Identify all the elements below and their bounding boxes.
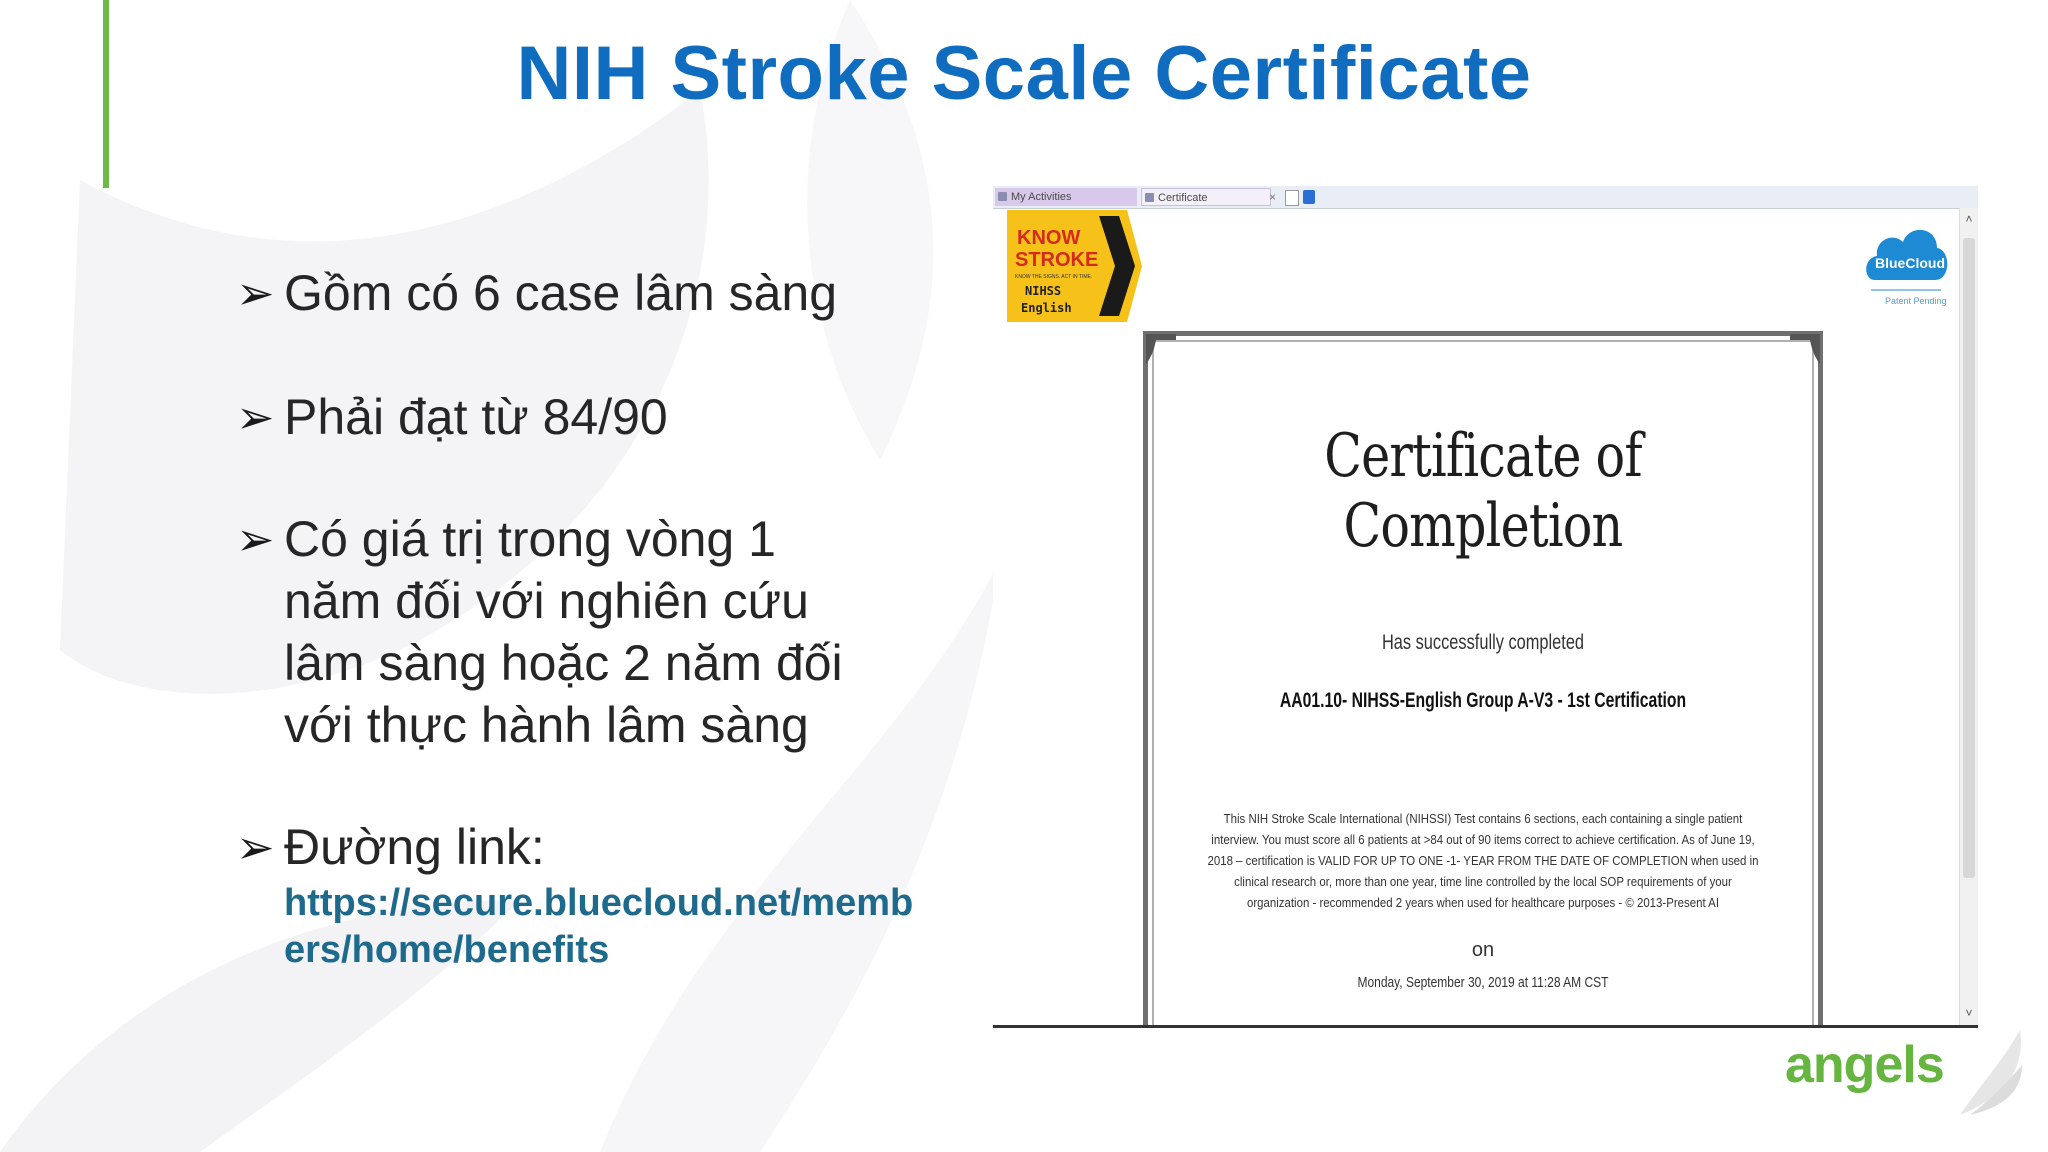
corner-ornament-icon: [1790, 334, 1820, 364]
page-icon: [1145, 193, 1154, 202]
arrow-bullet-icon: ➢: [236, 513, 275, 565]
arrow-bullet-icon: ➢: [236, 267, 275, 319]
angels-logo: [1780, 1025, 2030, 1125]
corner-ornament-icon: [1146, 334, 1176, 364]
logo-stroke: STROKE: [1015, 249, 1099, 271]
know-stroke-logo: [1007, 210, 1142, 322]
bluecloud-link[interactable]: https://secure.bluecloud.net/members/home/benefits: [284, 882, 914, 971]
browser-icon: [1303, 190, 1315, 204]
tab-certificate[interactable]: [1141, 188, 1271, 206]
bullet-text: Gồm có 6 case lâm sàng: [284, 265, 838, 321]
certificate-body-text: This NIH Stroke Scale International (NIHSSI) Test contains 6 sections, each containing a single patient interview. You must score all 6 patients at >84 out of 90 items correct to achieve certification. As of June 19, 2018 – certification is VALID FOR UP TO ONE -1- YEAR FROM THE DATE OF COMPLETION when used in clinical research or, more than one year, time line controlled by the local SOP requirements of your organization - recommended 2 years when used for healthcare purposes - © 2013-Present AI: [1207, 811, 1759, 910]
logo-know: KNOW: [1017, 227, 1081, 249]
browser-tab-bar: [993, 186, 1978, 209]
arrow-bullet-icon: ➢: [236, 821, 275, 873]
chevron-up-icon[interactable]: ˄: [1965, 212, 1973, 226]
close-tab-icon[interactable]: ×: [1269, 190, 1277, 204]
bluecloud-tagline: Patent Pending: [1885, 296, 1947, 306]
tab-label: Certificate: [1158, 192, 1208, 204]
bluecloud-name: BlueCloud: [1875, 255, 1945, 271]
vertical-scrollbar[interactable]: [1959, 208, 1978, 1026]
logo-tagline: KNOW THE SIGNS. ACT IN TIME.: [1015, 274, 1093, 280]
tab-my-activities[interactable]: [995, 188, 1137, 206]
certificate-subtitle: Has successfully completed: [1381, 631, 1585, 654]
certificate-course: AA01.10- NIHSS-English Group A-V3 - 1st Certification: [1279, 689, 1687, 712]
certificate-document: [1143, 331, 1823, 1026]
angels-brand-text: angels: [1785, 1036, 1944, 1094]
certificate-on: on: [1471, 939, 1495, 961]
new-tab-icon[interactable]: [1285, 190, 1299, 206]
scroll-thumb[interactable]: [1963, 238, 1975, 878]
certificate-date: Monday, September 30, 2019 at 11:28 AM CST: [1357, 974, 1609, 991]
chevron-down-icon[interactable]: ˅: [1965, 1006, 1973, 1020]
bullet-text: Có giá trị trong vòng 1 năm đối với nghiên cứu lâm sàng hoặc 2 năm đối với thực hành lâm sàng: [284, 511, 843, 753]
certificate-title: Certificate of Completion: [1324, 421, 1642, 561]
tab-label: My Activities: [1011, 191, 1072, 203]
arrow-bullet-icon: ➢: [236, 391, 275, 443]
wing-icon: [1950, 1025, 2030, 1125]
slide-title: NIH Stroke Scale Certificate: [516, 31, 1532, 116]
page-icon: [998, 192, 1007, 201]
bullet-text: Đường link:: [284, 819, 545, 875]
certificate-screenshot: [993, 186, 1978, 1026]
logo-nihss: NIHSS: [1025, 284, 1062, 298]
bluecloud-logo: [1861, 210, 1951, 310]
logo-english: English: [1021, 301, 1072, 315]
bullet-text: Phải đạt từ 84/90: [284, 389, 668, 445]
